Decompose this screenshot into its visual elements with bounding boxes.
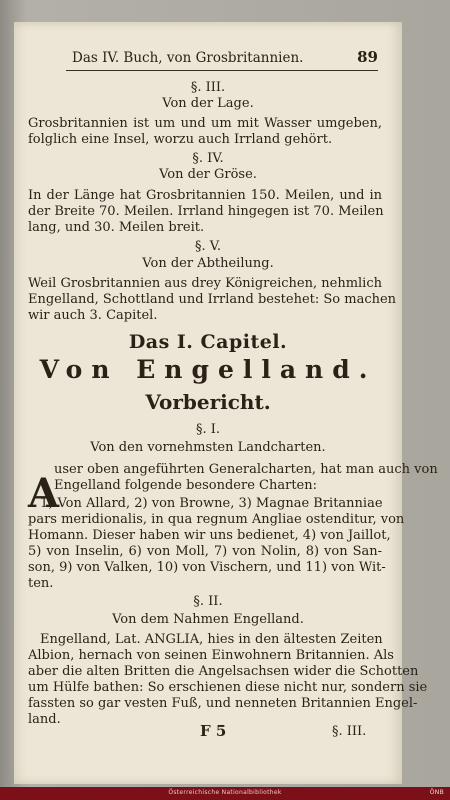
library-footer-text: Österreichische Nationalbibliothek — [168, 789, 282, 796]
library-logo: ÖNB — [429, 789, 444, 796]
text-line: folglich eine Insel, worzu auch Irrland gehört. — [28, 132, 333, 147]
text-line: §. II. — [193, 594, 223, 609]
text-line: um Hülfe bathen: So erschienen diese nicht nur, sondern sie — [28, 680, 428, 695]
text-line: der Breite 70. Meilen. Irrland hingegen ist 70. Meilen — [28, 204, 384, 219]
text-line: pars meridionalis, in qua regnum Angliae ostenditur, von — [28, 512, 405, 527]
text-line: wir auch 3. Capitel. — [28, 308, 158, 323]
text-line: ten. — [28, 576, 54, 591]
text-line: In der Länge hat Grosbritannien 150. Meilen, und in — [28, 188, 382, 203]
text-line: Engelland, Schottland und Irrland bestehet: So machen — [28, 292, 397, 307]
text-line: Von dem Nahmen Engelland. — [112, 612, 304, 627]
text-line: lang, und 30. Meilen breit. — [28, 220, 205, 235]
text-line: §. III. — [190, 80, 226, 95]
text-line: Von den vornehmsten Landcharten. — [90, 440, 326, 455]
text-line: §. I. — [195, 422, 221, 437]
book-page — [14, 22, 438, 784]
text-line: fassten so gar vesten Fuß, und nenneten Britannien Engel- — [28, 696, 418, 711]
text-line: Das I. Capitel. — [128, 331, 288, 353]
text-line: aber die alten Britten die Angelsachsen wider die Schotten — [28, 664, 419, 679]
signature-mark: F 5 — [200, 722, 227, 740]
catchword: §. III. — [332, 724, 367, 739]
text-line: son, 9) von Valken, 10) von Vischern, und 11) von Wit- — [28, 560, 386, 575]
running-head-title: Das IV. Buch, von Grosbritannien. — [72, 50, 304, 66]
text-line: land. — [28, 712, 61, 727]
text-line: Albion, hernach von seinen Einwohnern Britannien. Als — [28, 648, 394, 663]
text-line: 1) Von Allard, 2) von Browne, 3) Magnae Britanniae — [40, 496, 383, 511]
page-number: 89 — [357, 48, 378, 66]
text-line: Von der Gröse. — [159, 167, 257, 182]
text-line: Weil Grosbritannien aus drey Königreichen, nehmlich — [28, 276, 382, 291]
running-head — [66, 48, 378, 71]
text-line: Grosbritannien ist um und um mit Wasser umgeben, — [28, 116, 382, 131]
library-footer-bar — [0, 787, 450, 800]
text-line: §. IV. — [192, 151, 224, 166]
text-line: §. V. — [194, 239, 221, 254]
text-line: user oben angeführten Generalcharten, hat man auch von — [54, 462, 438, 477]
text-line: 5) von Inselin, 6) von Moll, 7) von Nolin, 8) von San- — [28, 544, 382, 559]
text-line: Von der Abtheilung. — [142, 256, 274, 271]
text-line: Von der Lage. — [162, 96, 254, 111]
text-line: Von Engelland. — [39, 355, 377, 384]
text-line: Engelland folgende besondere Charten: — [54, 478, 317, 493]
text-line: Engelland, Lat. ANGLIA, hies in den ältesten Zeiten — [40, 632, 383, 647]
drop-capital: A — [28, 470, 60, 517]
text-line: Homann. Dieser haben wir uns bedienet, 4) von Jaillot, — [28, 528, 391, 543]
text-line: Vorbericht. — [145, 390, 271, 414]
